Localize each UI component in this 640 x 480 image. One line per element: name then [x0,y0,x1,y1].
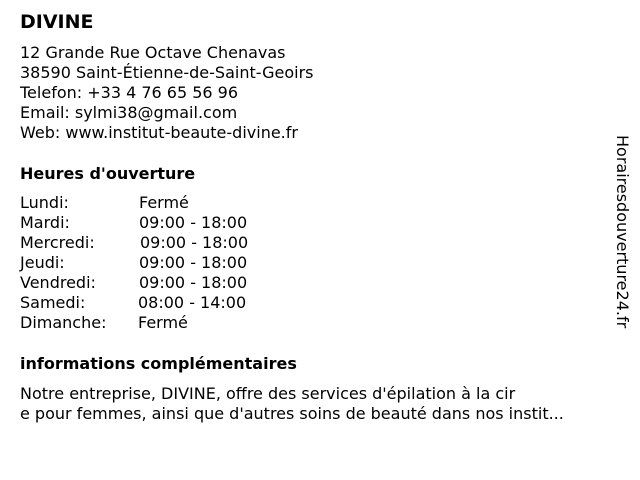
hours-heading: Heures d'ouverture [20,164,196,183]
day-label: Vendredi: [20,273,96,292]
hours-row-jeudi [20,253,248,273]
day-label: Dimanche: [20,313,107,332]
phone-line: Telefon: +33 4 76 65 56 96 [20,83,239,102]
hours-table [20,193,248,333]
extra-info-heading: informations complémentaires [20,354,297,373]
hours-row-vendredi [20,273,248,293]
web-line: Web: www.institut-beaute-divine.fr [20,123,298,142]
day-label: Samedi: [20,293,86,312]
contact-info [20,43,314,143]
hours-row-lundi [20,193,248,213]
site-brand-vertical: Horairesdouverture24.fr [613,135,632,329]
day-label: Mardi: [20,213,70,232]
business-name: DIVINE [20,11,94,33]
day-hours: 08:00 - 14:00 [138,293,247,312]
address-street: 12 Grande Rue Octave Chenavas [20,43,286,62]
day-hours: 09:00 - 18:00 [139,273,248,292]
day-hours: 09:00 - 18:00 [139,253,248,272]
day-hours: Fermé [138,313,188,332]
day-label: Jeudi: [20,253,65,272]
day-label: Lundi: [20,193,69,212]
hours-row-mardi [20,213,248,233]
description-line-2: e pour femmes, ainsi que d'autres soins de beauté dans nos instit... [20,404,564,423]
description-line-1: Notre entreprise, DIVINE, offre des services d'épilation à la cir [20,384,516,403]
day-label: Mercredi: [20,233,95,252]
day-hours: 09:00 - 18:00 [139,213,248,232]
day-hours: 09:00 - 18:00 [140,233,249,252]
address-city: 38590 Saint-Étienne-de-Saint-Geoirs [20,63,314,82]
hours-row-dimanche [20,313,248,333]
day-hours: Fermé [139,193,189,212]
hours-row-mercredi [20,233,248,253]
email-line: Email: sylmi38@gmail.com [20,103,238,122]
hours-row-samedi [20,293,248,313]
description-text [20,384,620,424]
